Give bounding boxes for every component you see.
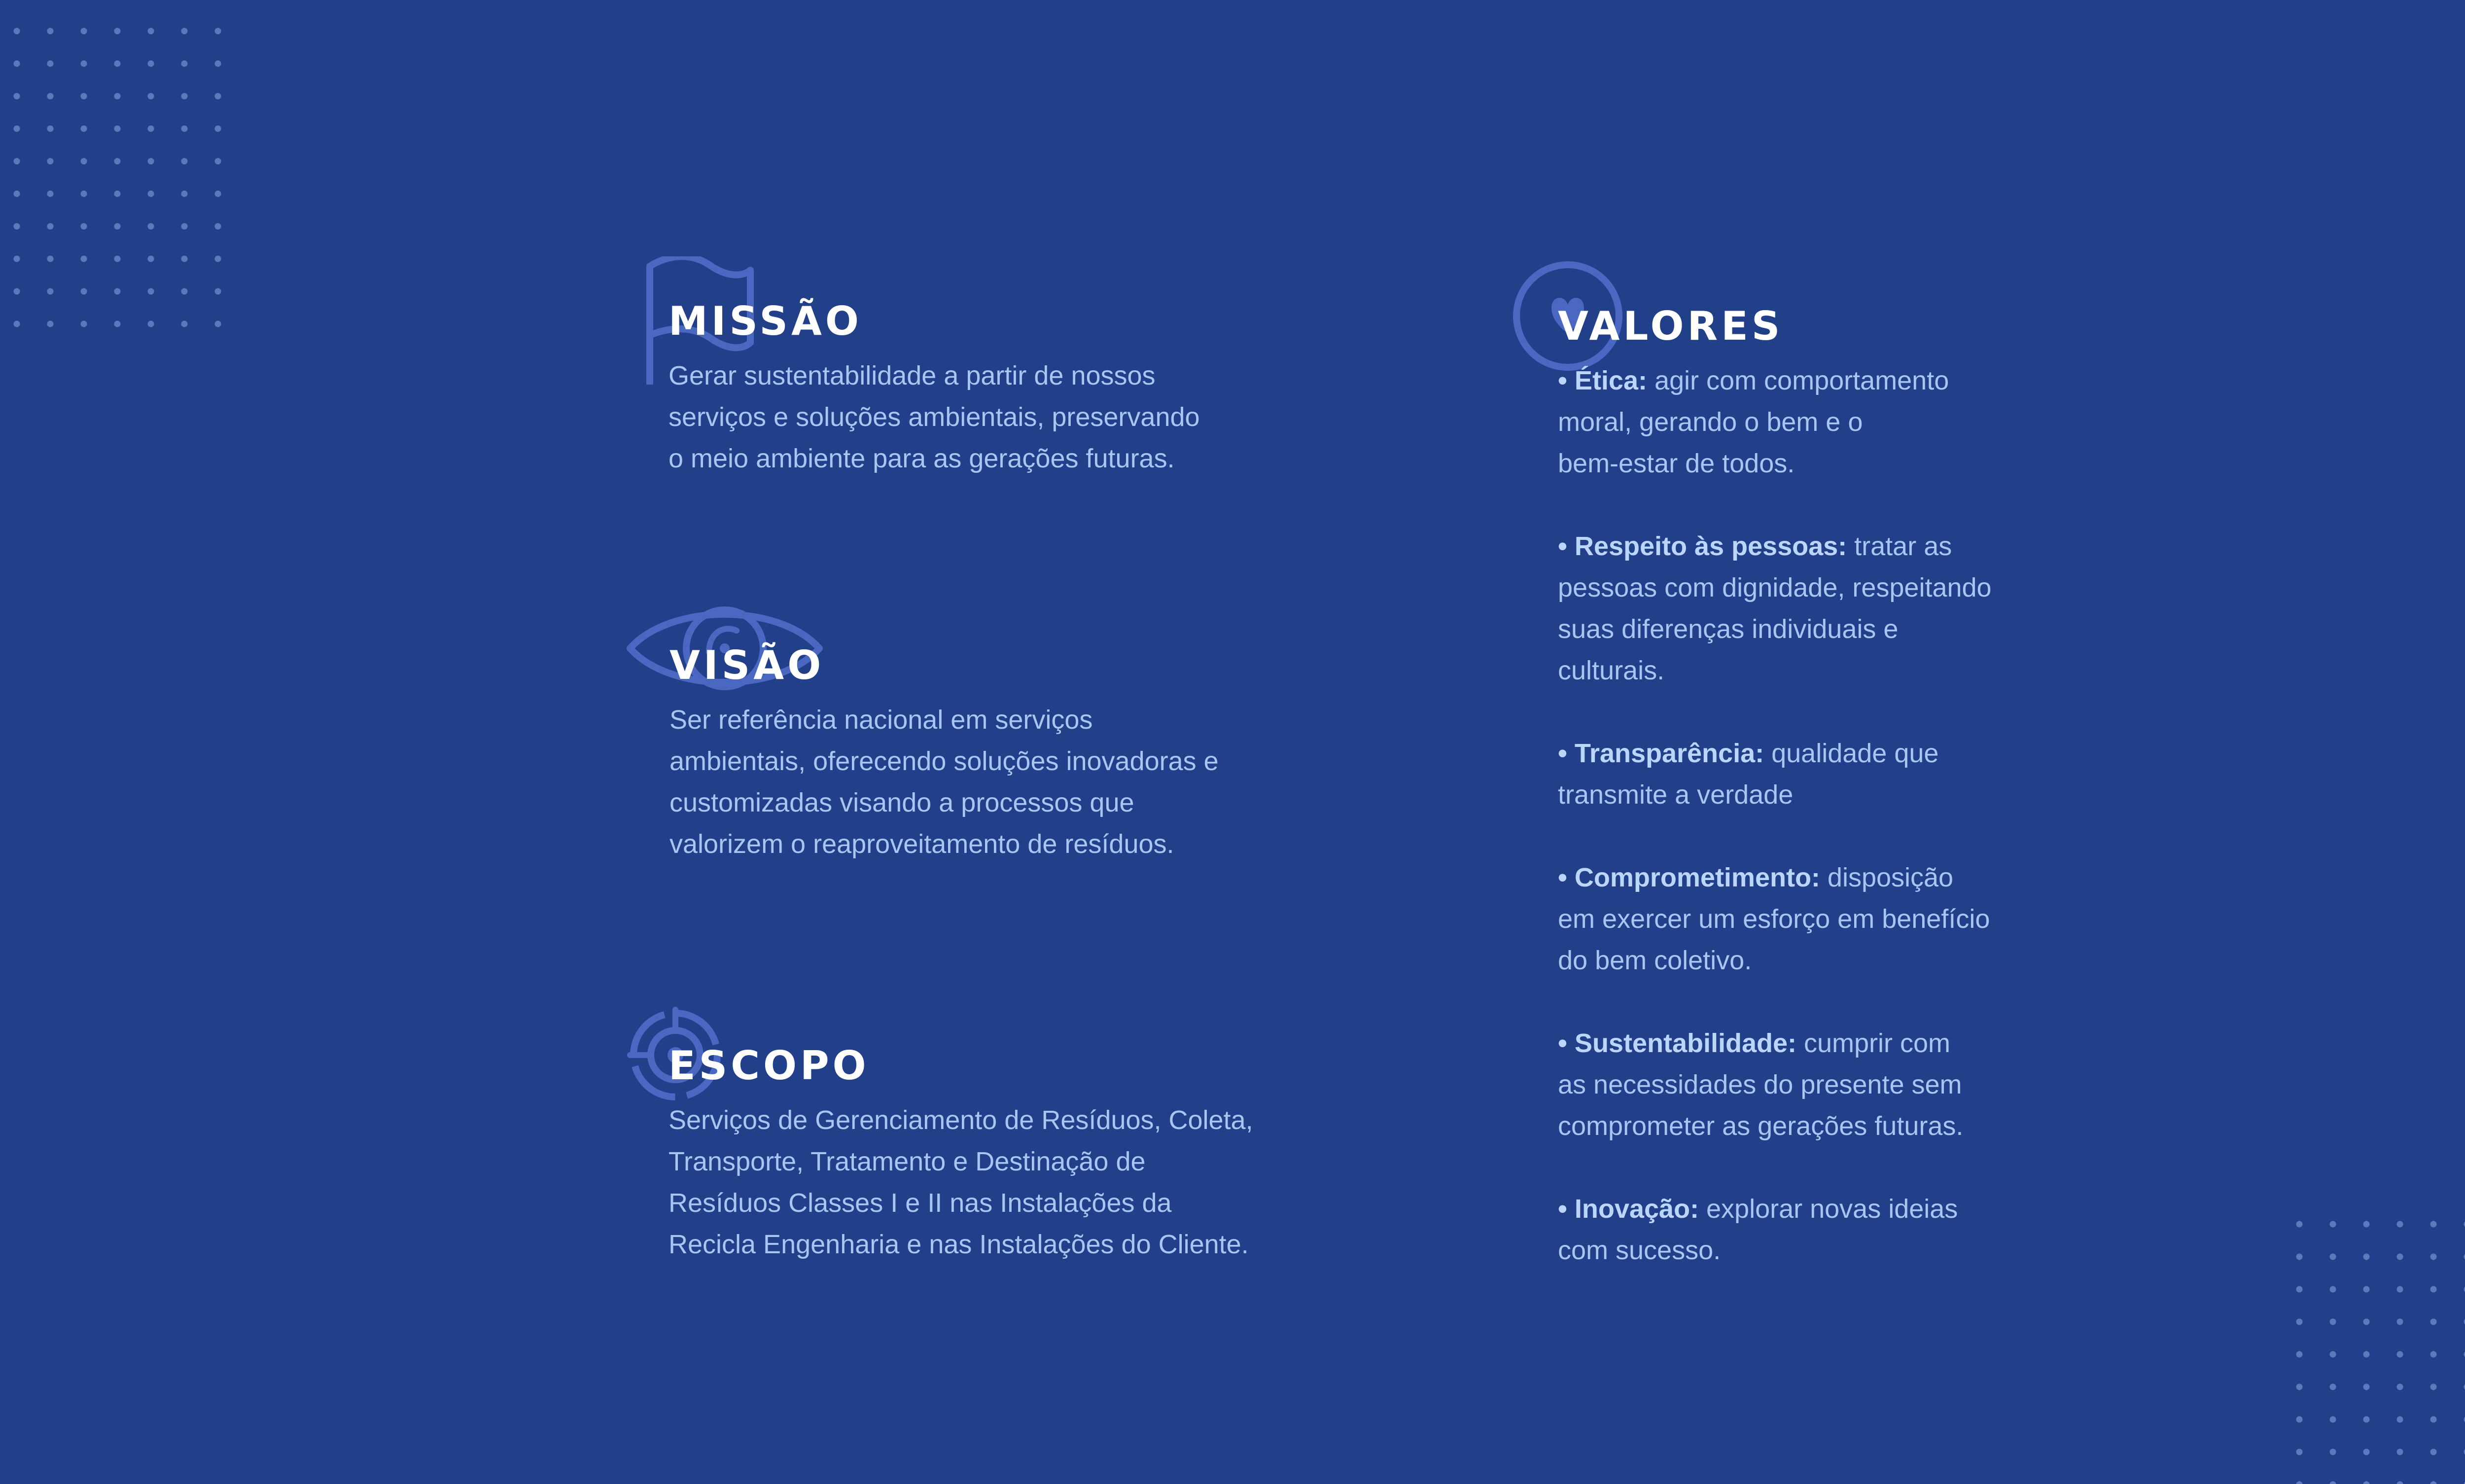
valor-term: Transparência: <box>1574 739 1764 768</box>
missao-line: Gerar sustentabilidade a partir de nossos <box>669 361 1156 390</box>
valor-text: do bem coletivo. <box>1558 946 1752 975</box>
missao-line: serviços e soluções ambientais, preservando <box>669 402 1200 432</box>
visao-section <box>626 599 1415 865</box>
visao-line: ambientais, oferecendo soluções inovadoras e <box>669 746 1219 776</box>
valor-item-inovacao <box>1558 1188 2201 1271</box>
valor-item-etica <box>1558 360 2201 484</box>
valor-item-transparencia <box>1558 733 2201 815</box>
escopo-line: Resíduos Classes I e II nas Instalações da <box>669 1188 1172 1218</box>
valor-text: agir com comportamento <box>1647 366 1949 395</box>
visao-line: customizadas visando a processos que <box>669 788 1134 817</box>
valores-list <box>1558 360 2201 1271</box>
valor-term: Sustentabilidade: <box>1574 1028 1796 1058</box>
valor-text: bem-estar de todos. <box>1558 449 1795 478</box>
valor-text: em exercer um esforço em benefício <box>1558 904 1990 934</box>
valor-text: culturais. <box>1558 656 1665 685</box>
valor-text: qualidade que <box>1764 739 1939 768</box>
valores-title: VALORES <box>1558 303 1784 349</box>
dot-grid-decoration-bottom-right <box>2283 1208 2465 1484</box>
valor-term: Respeito às pessoas: <box>1574 531 1847 561</box>
escopo-line: Serviços de Gerenciamento de Resíduos, Coleta, <box>669 1105 1253 1135</box>
valor-text: disposição <box>1820 863 1954 892</box>
missao-line: o meio ambiente para as gerações futuras. <box>669 444 1175 473</box>
bullet: • <box>1558 366 1575 395</box>
escopo-line: Recicla Engenharia e nas Instalações do Cliente. <box>669 1230 1249 1259</box>
valor-text: com sucesso. <box>1558 1236 1721 1265</box>
visao-title: VISÃO <box>669 642 825 688</box>
bullet: • <box>1558 739 1575 768</box>
valor-text: suas diferenças individuais e <box>1558 614 1899 644</box>
escopo-title: ESCOPO <box>669 1043 870 1089</box>
missao-text <box>669 355 1385 479</box>
bullet: • <box>1558 531 1575 561</box>
escopo-section <box>626 1006 1415 1265</box>
valor-item-respeito <box>1558 526 2201 691</box>
visao-text <box>669 699 1415 865</box>
missao-title: MISSÃO <box>669 298 862 344</box>
valor-term: Inovação: <box>1574 1194 1699 1224</box>
bullet: • <box>1558 863 1575 892</box>
valor-text: tratar as <box>1847 531 1952 561</box>
valor-text: transmite a verdade <box>1558 780 1794 810</box>
valor-text: as necessidades do presente sem <box>1558 1070 1962 1099</box>
valor-text: moral, gerando o bem e o <box>1558 407 1863 437</box>
dot-grid-decoration-top-left <box>0 15 237 330</box>
valor-item-comprometimento <box>1558 857 2201 981</box>
valor-term: Ética: <box>1574 366 1647 395</box>
bullet: • <box>1558 1028 1575 1058</box>
valor-text: comprometer as gerações futuras. <box>1558 1111 1964 1141</box>
valor-term: Comprometimento: <box>1574 863 1820 892</box>
visao-line: valorizem o reaproveitamento de resíduos. <box>669 829 1174 859</box>
missao-section <box>646 256 1385 479</box>
valor-item-sustentabilidade <box>1558 1023 2201 1147</box>
visao-line: Ser referência nacional em serviços <box>669 705 1093 735</box>
valores-section <box>1511 256 2201 1271</box>
valor-text: explorar novas ideias <box>1699 1194 1958 1224</box>
escopo-text <box>669 1099 1415 1265</box>
escopo-line: Transporte, Tratamento e Destinação de <box>669 1147 1146 1176</box>
bullet: • <box>1558 1194 1575 1224</box>
valor-text: pessoas com dignidade, respeitando <box>1558 573 1992 602</box>
valor-text: cumprir com <box>1796 1028 1951 1058</box>
